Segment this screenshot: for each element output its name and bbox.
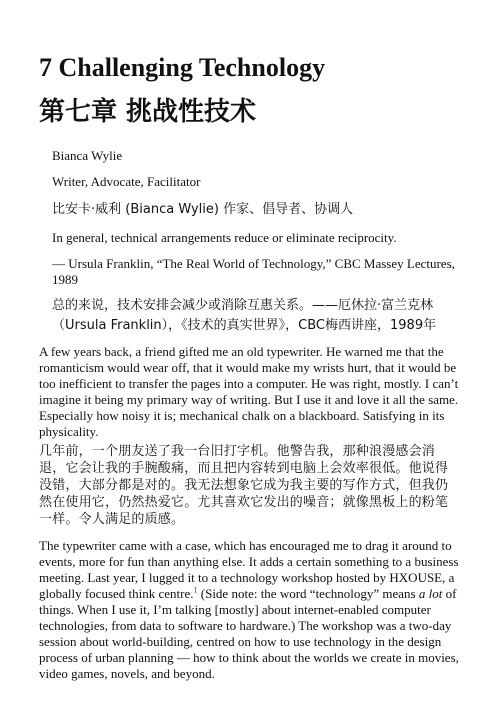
author-role-chinese: 比安卡·威利 (Bianca Wylie) 作家、倡导者、协调人 (52, 202, 354, 217)
paragraph-text: (Side note: the word “technology” means (197, 586, 419, 601)
chapter-title: 7 Challenging Technology (39, 53, 326, 82)
paragraph-typewriter-gift-chinese: 几年前，一个朋友送了我一台旧打字机。他警告我，那种浪漫感会消退，它会让我的手腕酸痛，而且把内容转到电脑上会效率很低。他说得没错，大部分都是对的。我无法想象它成为我主要的写作方式，但我仍然在使用它，仍然热爱它。尤其喜欢它发出的噪音；就像黑板上的粉笔一样。令人满足的质感。 (39, 444, 449, 527)
paragraph-text: of things. When I use it, I’m talking [mostly] about internet-enabled computer technologies, from data to software to hardware.) The workshop was a two-day session about world-building, centred on how to use technology in the design process of urban planning — how to think about the worlds we create in movies, video games, novels, and beyond. (39, 586, 459, 681)
paragraph-typewriter-case (39, 538, 461, 682)
author-role: Writer, Advocate, Facilitator (52, 174, 201, 189)
emphasis-text: a lot (418, 586, 443, 601)
epigraph-quote: In general, technical arrangements reduce or eliminate reciprocity. (52, 230, 397, 245)
paragraph-typewriter-gift: A few years back, a friend gifted me an old typewriter. He warned me that the romanticism would wear off, that it would make my wrists hurt, that it would be too inefficient to transfer the pages into a computer. He was right, mostly. I can’t imagine it being my primary way of writing. But I use it and love it all the same. Especially how noisy it is; mechanical chalk on a blackboard. Satisfying in its physicality. (39, 344, 459, 439)
paragraph-text: The typewriter came with a case, which has encouraged me to drag it around to events, more for fun than anything else. It adds a certain something to a business meeting. Last year, I lugged it to a technology workshop hosted by HXOUSE, a globally focused think centre. (39, 538, 459, 601)
author-name: Bianca Wylie (52, 148, 123, 163)
chapter-title-chinese: 第七章 挑战性技术 (39, 97, 257, 127)
epigraph-attribution: — Ursula Franklin, “The Real World of Technology,” CBC Massey Lectures, 1989 (52, 256, 455, 287)
epigraph-chinese: 总的来说，技术安排会减少或消除互惠关系。——厄休拉·富兰克林（Ursula Franklin），《技术的真实世界》，CBC梅西讲座，1989年 (52, 298, 437, 333)
footnote-link[interactable]: 1 (193, 585, 198, 595)
